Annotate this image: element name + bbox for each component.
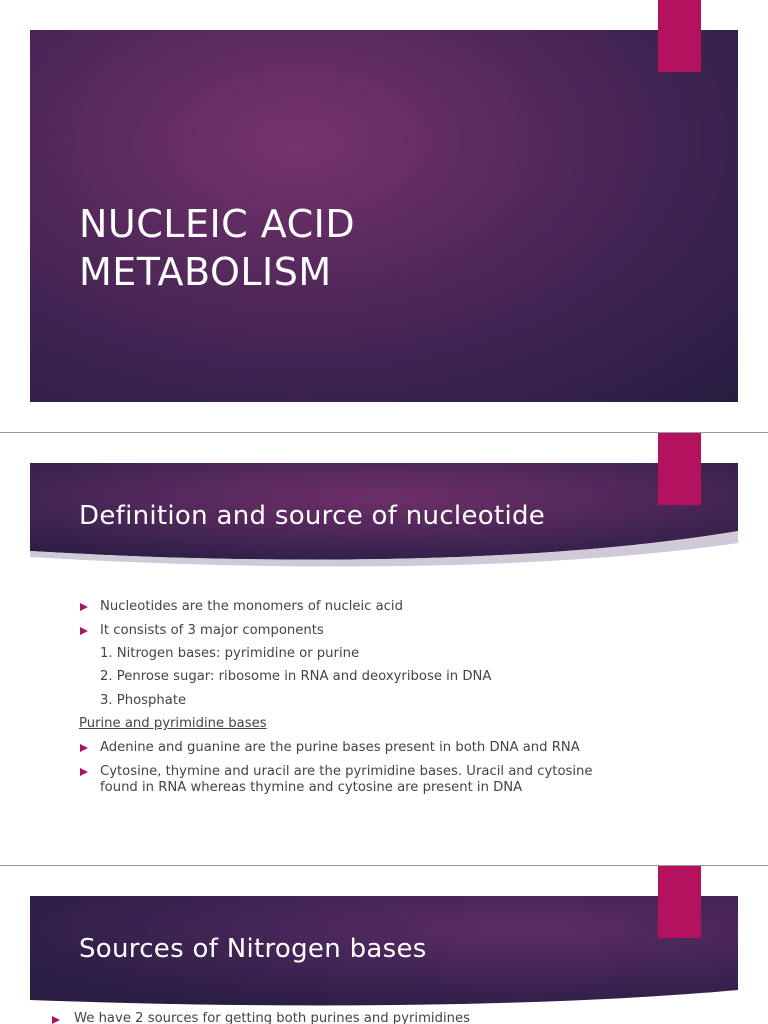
bullet-item: We have 2 sources for getting both purines and pyrimidines <box>74 1011 470 1024</box>
slide-body <box>0 433 768 865</box>
right-triangle-bullet-icon <box>80 744 88 752</box>
title-slide <box>0 0 768 432</box>
slide-title <box>79 200 355 296</box>
bullet-item: Adenine and guanine are the purine bases present in both DNA and RNA <box>100 740 580 755</box>
slide-heading: Definition and source of nucleotide <box>79 501 546 531</box>
subheading: Purine and pyrimidine bases <box>79 716 267 731</box>
bullet-item-continuation: found in RNA whereas thymine and cytosine are present in DNA <box>100 780 523 795</box>
definition-slide <box>0 433 768 865</box>
numbered-item: 3. Phosphate <box>100 693 187 708</box>
numbered-item: 1. Nitrogen bases: pyrimidine or purine <box>100 646 360 661</box>
accent-tab <box>658 0 701 72</box>
right-triangle-bullet-icon <box>52 1016 60 1024</box>
bullet-item: It consists of 3 major components <box>100 623 324 638</box>
title-line-2: METABOLISM <box>79 250 332 294</box>
right-triangle-bullet-icon <box>80 627 88 635</box>
sources-slide <box>0 866 768 1024</box>
slide-heading: Sources of Nitrogen bases <box>79 934 427 964</box>
title-line-1: NUCLEIC ACID <box>79 202 356 246</box>
right-triangle-bullet-icon <box>80 768 88 776</box>
right-triangle-bullet-icon <box>80 603 88 611</box>
bullet-item: Cytosine, thymine and uracil are the pyrimidine bases. Uracil and cytosine <box>100 764 593 779</box>
bullet-item: Nucleotides are the monomers of nucleic acid <box>100 599 403 614</box>
numbered-item: 2. Penrose sugar: ribosome in RNA and deoxyribose in DNA <box>100 669 492 684</box>
slide-body <box>0 866 768 1024</box>
